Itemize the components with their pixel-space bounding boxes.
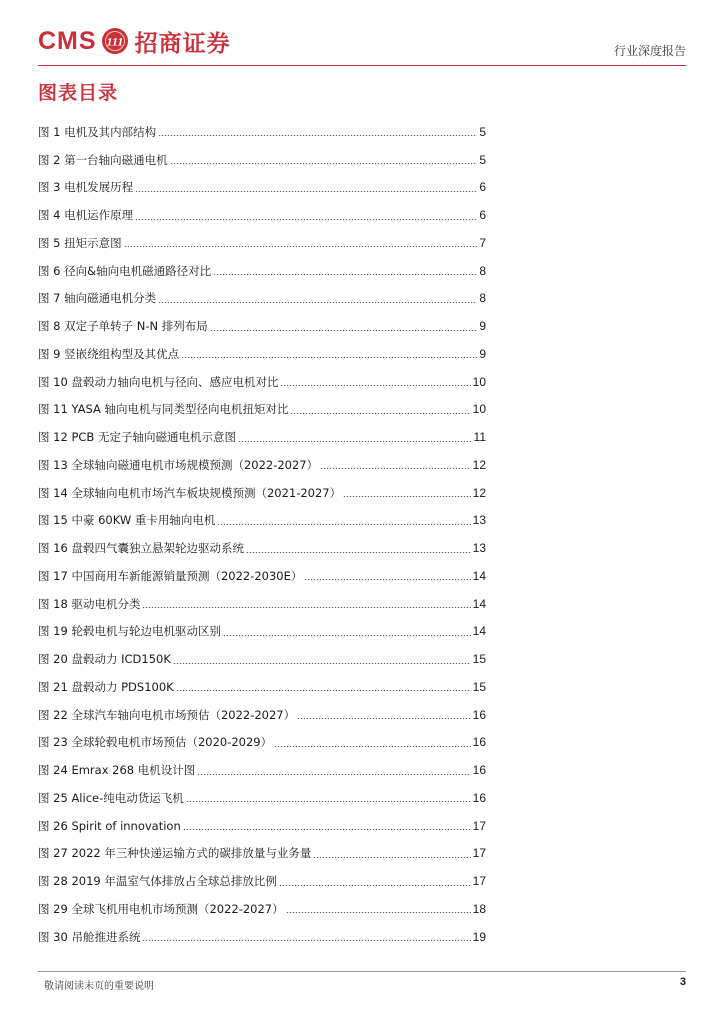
toc-entry[interactable]: [38, 645, 486, 673]
toc-entry-label: 图 11 YASA 轴向电机与同类型径向电机扭矩对比: [38, 402, 289, 417]
toc-entry-label: 图 22 全球汽车轴向电机市场预估（2022-2027）: [38, 707, 296, 722]
logo-badge-icon: [101, 27, 129, 55]
toc-entry[interactable]: [38, 507, 486, 535]
toc-dot-leader: [173, 663, 471, 664]
toc-entry-label: 图 27 2022 年三种快递运输方式的碳排放量与业务量: [38, 846, 312, 861]
logo-badge-text: 111: [106, 34, 123, 49]
toc-entry-label: 图 23 全球轮毂电机市场预估（2020-2029）: [38, 735, 273, 750]
toc-entry-page: 9: [479, 319, 486, 334]
toc-dot-leader: [135, 219, 477, 220]
toc-entry-label: 图 30 吊舱推进系统: [38, 929, 141, 944]
toc-entry-label: 图 8 双定子单转子 N-N 排列布局: [38, 319, 208, 334]
toc-entry-label: 图 14 全球轴向电机市场汽车板块规模预测（2021-2027）: [38, 485, 342, 500]
toc-entry-page: 11: [473, 430, 486, 445]
toc-entry-page: 6: [479, 208, 486, 223]
toc-dot-leader: [280, 385, 470, 386]
toc-entry-page: 16: [472, 707, 486, 722]
figure-table-of-contents: [38, 118, 486, 951]
toc-dot-leader: [274, 746, 471, 747]
toc-entry-page: 13: [472, 513, 486, 528]
toc-entry-label: 图 24 Emrax 268 电机设计图: [38, 763, 196, 778]
toc-entry-page: 8: [479, 291, 486, 306]
toc-entry-label: 图 5 扭矩示意图: [38, 235, 122, 250]
toc-entry-page: 7: [479, 235, 486, 250]
toc-entry[interactable]: [38, 618, 486, 646]
toc-entry[interactable]: [38, 118, 486, 146]
toc-dot-leader: [142, 607, 470, 608]
toc-entry-label: 图 12 PCB 无定子轴向磁通电机示意图: [38, 430, 236, 445]
toc-entry-label: 图 9 竖嵌绕组构型及其优点: [38, 346, 180, 361]
toc-entry-page: 10: [472, 374, 486, 389]
toc-dot-leader: [238, 441, 472, 442]
toc-entry[interactable]: [38, 923, 486, 951]
toc-entry-label: 图 19 轮毂电机与轮边电机驱动区别: [38, 624, 221, 639]
toc-dot-leader: [286, 912, 471, 913]
toc-entry-page: 12: [472, 457, 486, 472]
toc-entry-label: 图 28 2019 年温室气体排放占全球总排放比例: [38, 874, 277, 889]
toc-entry-label: 图 4 电机运作原理: [38, 208, 134, 223]
toc-dot-leader: [170, 163, 478, 164]
toc-dot-leader: [246, 552, 471, 553]
toc-entry[interactable]: [38, 756, 486, 784]
toc-dot-leader: [213, 274, 477, 275]
toc-entry-label: 图 21 盘毂动力 PDS100K: [38, 679, 174, 694]
toc-entry-page: 13: [472, 541, 486, 556]
toc-entry-page: 16: [472, 763, 486, 778]
toc-entry[interactable]: [38, 340, 486, 368]
toc-entry-page: 8: [479, 263, 486, 278]
toc-entry-page: 5: [479, 124, 486, 139]
toc-entry-label: 图 16 盘毂四气囊独立悬架轮边驱动系统: [38, 541, 244, 556]
toc-dot-leader: [176, 690, 471, 691]
toc-entry-label: 图 3 电机发展历程: [38, 180, 134, 195]
toc-entry-page: 12: [472, 485, 486, 500]
toc-dot-leader: [142, 940, 470, 941]
toc-entry-page: 9: [479, 346, 486, 361]
toc-dot-leader: [343, 496, 471, 497]
toc-entry-page: 6: [479, 180, 486, 195]
toc-dot-leader: [181, 357, 477, 358]
toc-entry-label: 图 1 电机及其内部结构: [38, 124, 157, 139]
toc-entry-page: 15: [472, 652, 486, 667]
toc-dot-leader: [223, 635, 471, 636]
toc-entry-page: 16: [472, 790, 486, 805]
toc-entry[interactable]: [38, 784, 486, 812]
toc-entry-page: 14: [472, 568, 486, 583]
toc-dot-leader: [197, 774, 470, 775]
company-logo: [38, 24, 231, 58]
toc-entry[interactable]: [38, 423, 486, 451]
toc-entry-page: 17: [472, 874, 486, 889]
toc-dot-leader: [124, 246, 478, 247]
toc-entry[interactable]: [38, 146, 486, 174]
toc-dot-leader: [183, 829, 471, 830]
toc-entry[interactable]: [38, 562, 486, 590]
toc-entry[interactable]: [38, 201, 486, 229]
toc-entry[interactable]: [38, 729, 486, 757]
toc-dot-leader: [313, 857, 470, 858]
toc-entry[interactable]: [38, 229, 486, 257]
toc-entry-label: 图 10 盘毂动力轴向电机与径向、感应电机对比: [38, 374, 279, 389]
toc-entry-page: 17: [472, 846, 486, 861]
toc-entry[interactable]: [38, 396, 486, 424]
toc-entry-label: 图 25 Alice-纯电动货运飞机: [38, 790, 184, 805]
toc-entry[interactable]: [38, 479, 486, 507]
toc-entry[interactable]: [38, 451, 486, 479]
toc-dot-leader: [210, 330, 478, 331]
toc-entry-page: 18: [472, 901, 486, 916]
toc-entry-label: 图 29 全球飞机用电机市场预测（2022-2027）: [38, 901, 284, 916]
toc-entry-label: 图 2 第一台轴向磁通电机: [38, 152, 168, 167]
toc-entry-label: 图 7 轴向磁通电机分类: [38, 291, 157, 306]
toc-dot-leader: [304, 579, 470, 580]
toc-entry[interactable]: [38, 701, 486, 729]
toc-entry[interactable]: [38, 174, 486, 202]
toc-entry-page: 19: [472, 929, 486, 944]
toc-dot-leader: [158, 302, 477, 303]
document-type: 行业深度报告: [613, 44, 686, 58]
toc-entry-label: 图 13 全球轴向磁通电机市场规模预测（2022-2027）: [38, 457, 319, 472]
toc-entry-page: 17: [472, 818, 486, 833]
toc-entry-label: 图 17 中国商用车新能源销量预测（2022-2030E）: [38, 568, 303, 583]
toc-entry[interactable]: [38, 534, 486, 562]
toc-dot-leader: [297, 718, 471, 719]
footer-disclaimer: 敬请阅读末页的重要说明: [44, 981, 154, 992]
toc-entry-page: 15: [472, 679, 486, 694]
toc-entry[interactable]: [38, 312, 486, 340]
toc-entry-label: 图 6 径向&轴向电机磁通路径对比: [38, 263, 212, 278]
toc-dot-leader: [158, 135, 477, 136]
toc-dot-leader: [290, 413, 470, 414]
toc-entry[interactable]: [38, 895, 486, 923]
logo-chinese-text: 招商证券: [134, 29, 231, 57]
toc-dot-leader: [186, 801, 471, 802]
toc-entry-label: 图 15 中豪 60KW 重卡用轴向电机: [38, 513, 216, 528]
toc-entry[interactable]: [38, 590, 486, 618]
header-divider: [38, 65, 686, 66]
logo-latin-text: CMS: [38, 26, 97, 55]
page-header: [38, 24, 686, 64]
toc-entry[interactable]: [38, 257, 486, 285]
toc-entry-page: 14: [472, 596, 486, 611]
toc-dot-leader: [135, 191, 477, 192]
toc-entry-page: 16: [472, 735, 486, 750]
toc-entry[interactable]: [38, 673, 486, 701]
section-title: 图表目录: [38, 82, 119, 104]
toc-dot-leader: [320, 468, 471, 469]
toc-entry[interactable]: [38, 867, 486, 895]
toc-entry-page: 10: [472, 402, 486, 417]
toc-entry[interactable]: [38, 285, 486, 313]
toc-entry-label: 图 20 盘毂动力 ICD150K: [38, 652, 171, 667]
toc-entry[interactable]: [38, 840, 486, 868]
page-number: 3: [679, 976, 686, 988]
toc-dot-leader: [279, 885, 471, 886]
toc-dot-leader: [217, 524, 470, 525]
toc-entry[interactable]: [38, 812, 486, 840]
toc-entry-page: 14: [472, 624, 486, 639]
toc-entry[interactable]: [38, 368, 486, 396]
toc-entry-label: 图 18 驱动电机分类: [38, 596, 141, 611]
footer-divider: [38, 971, 686, 972]
toc-entry-label: 图 26 Spirit of innovation: [38, 818, 181, 833]
toc-entry-page: 5: [479, 152, 486, 167]
